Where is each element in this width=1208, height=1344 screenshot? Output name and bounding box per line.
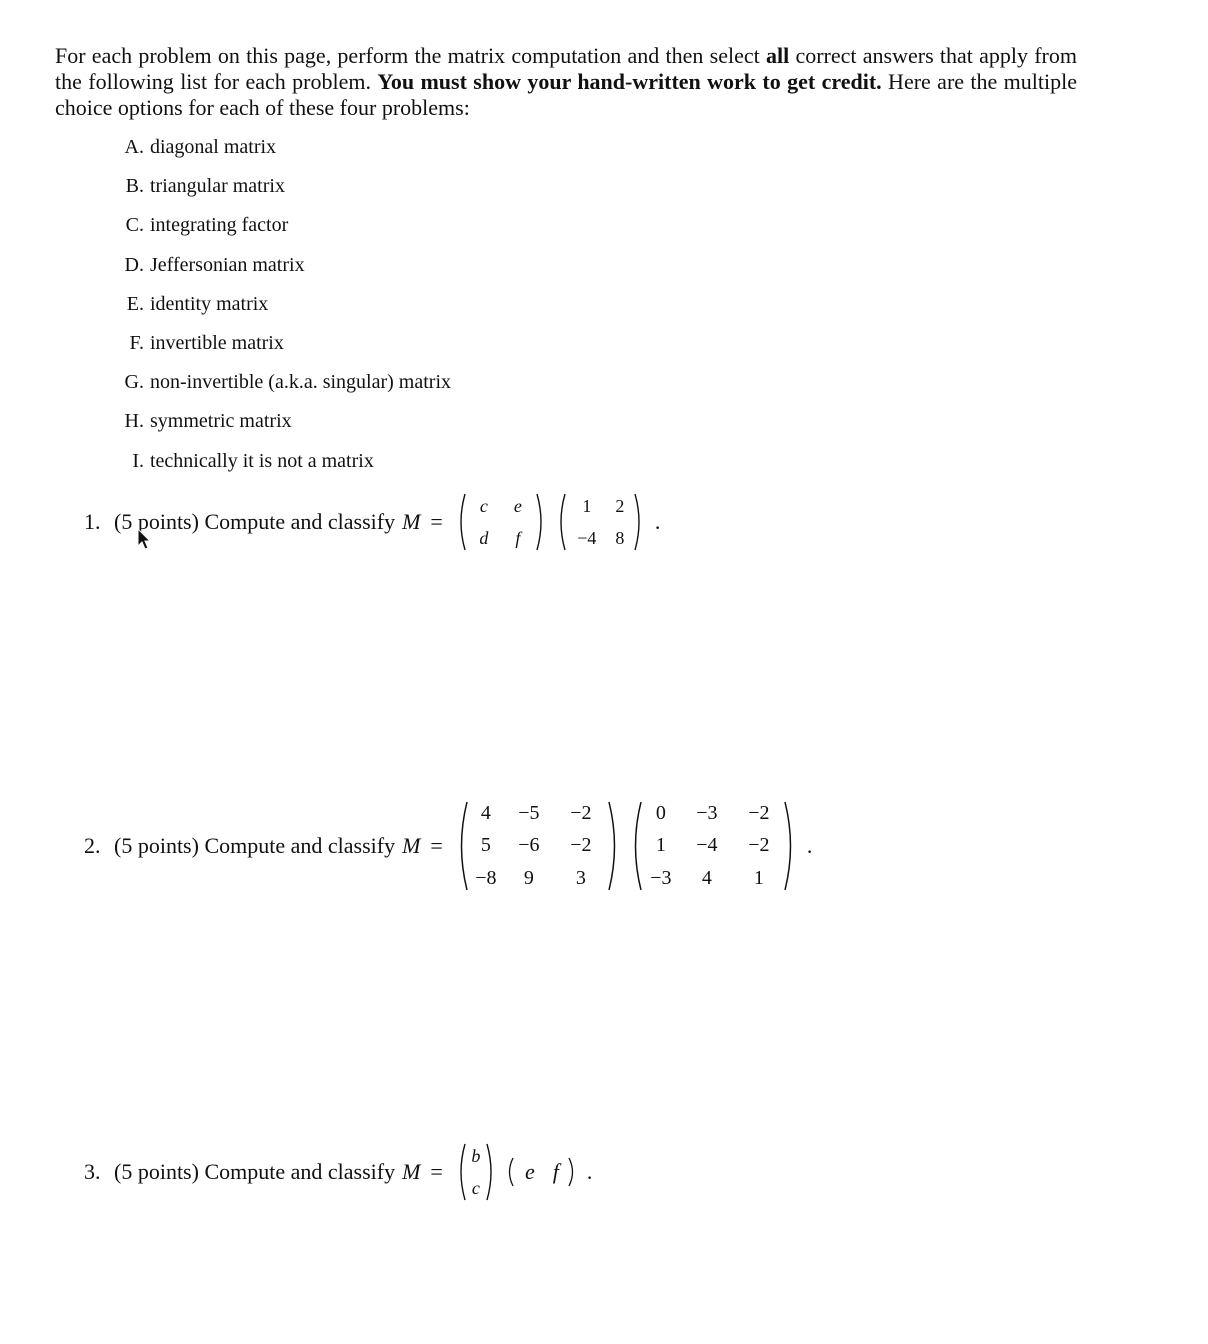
option-letter: D. <box>124 253 144 276</box>
option-letter: B. <box>125 175 144 198</box>
option-text: diagonal matrix <box>150 136 277 158</box>
option-letter: C. <box>125 214 144 237</box>
matrix-entry: 9 <box>523 867 534 890</box>
problem-2 <box>84 800 812 892</box>
option-d <box>110 254 451 293</box>
option-text: invertible matrix <box>150 331 284 354</box>
matrix-grid <box>515 1159 567 1185</box>
answer-options-list <box>110 136 451 489</box>
column-vector <box>455 1142 497 1202</box>
matrix-entry: −2 <box>748 834 770 857</box>
mouse-pointer-icon <box>137 528 153 552</box>
option-text: identity matrix <box>150 292 269 315</box>
option-letter: G. <box>124 371 144 394</box>
problem-1 <box>84 492 660 552</box>
matrix-variable: M <box>402 833 421 858</box>
matrix-grid <box>467 1142 485 1202</box>
matrix-entry: −8 <box>475 867 497 890</box>
matrix-grid <box>643 800 783 892</box>
right-paren-icon <box>633 492 645 552</box>
right-paren-icon <box>607 800 621 892</box>
right-paren-icon <box>485 1142 497 1202</box>
matrix-grid <box>467 492 535 552</box>
left-paren-icon <box>555 492 567 552</box>
matrix-entry: −4 <box>577 527 597 548</box>
matrix-variable: M <box>402 509 421 534</box>
problem-number: 3. <box>84 1159 101 1184</box>
matrix-entry: 4 <box>701 867 712 890</box>
matrix-entry: −2 <box>570 834 592 857</box>
instructions-text-2: correct answers that apply from the following list for each problem. <box>55 43 1077 94</box>
problem-3 <box>84 1142 592 1202</box>
right-paren-icon <box>535 492 547 552</box>
matrix-right <box>629 800 797 892</box>
instructions-text-1: For each problem on this page, perform the matrix computation and then select <box>55 43 766 68</box>
option-letter: A. <box>124 136 144 158</box>
option-letter: H. <box>124 410 144 433</box>
matrix-left <box>455 800 621 892</box>
end-period: . <box>806 833 813 858</box>
option-b <box>110 175 451 214</box>
matrix-entry: 0 <box>655 801 666 824</box>
matrix-entry: 4 <box>480 801 491 824</box>
matrix-entry: e <box>524 1159 535 1184</box>
left-paren-icon <box>455 1142 467 1202</box>
option-f <box>110 332 451 371</box>
option-text: triangular matrix <box>150 175 285 198</box>
instructions-bold-credit: You must show your hand-written work to get credit. <box>377 69 882 94</box>
matrix-entry: c <box>479 495 488 516</box>
matrix-entry: −2 <box>748 801 770 824</box>
option-i <box>110 450 451 489</box>
equals-sign: = <box>430 833 443 858</box>
option-letter: F. <box>129 331 144 354</box>
problem-number: 2. <box>84 833 101 858</box>
matrix-entry: −2 <box>570 801 592 824</box>
matrix-entry: −3 <box>650 867 672 890</box>
option-c <box>110 214 451 253</box>
matrix-entry: 8 <box>615 527 625 548</box>
matrix-entry: f <box>515 527 521 548</box>
option-letter: E. <box>126 292 144 315</box>
matrix-entry: f <box>552 1159 559 1184</box>
end-period: . <box>586 1159 593 1184</box>
option-text: integrating factor <box>150 214 289 237</box>
matrix-entry: −4 <box>696 834 718 857</box>
option-letter: I. <box>132 449 144 472</box>
matrix-entry: d <box>479 527 489 548</box>
matrix-left <box>455 492 547 552</box>
right-paren-icon <box>783 800 797 892</box>
option-h <box>110 410 451 449</box>
right-paren-icon <box>567 1156 577 1188</box>
left-paren-icon <box>455 492 467 552</box>
matrix-entry: e <box>513 495 522 516</box>
matrix-entry: 1 <box>582 495 592 516</box>
instructions-bold-all: all <box>765 43 790 68</box>
matrix-entry: 2 <box>615 495 625 516</box>
instructions-text-3: Here are the multiple choice options for each of these four problems: <box>55 69 1077 120</box>
problem-number: 1. <box>84 509 101 534</box>
matrix-entry: −6 <box>518 834 540 857</box>
matrix-entry: b <box>471 1145 481 1166</box>
matrix-grid <box>469 800 607 892</box>
option-a <box>110 136 451 175</box>
equals-sign: = <box>430 509 443 534</box>
matrix-right <box>555 492 645 552</box>
problem-text: (5 points) Compute and classify <box>114 509 396 534</box>
matrix-entry: 5 <box>480 834 491 857</box>
end-period: . <box>654 509 661 534</box>
option-text: Jeffersonian matrix <box>150 253 305 276</box>
option-text: non-invertible (a.k.a. singular) matrix <box>150 371 452 394</box>
matrix-entry: −3 <box>696 801 718 824</box>
problem-text: (5 points) Compute and classify <box>114 833 396 858</box>
problem-text: (5 points) Compute and classify <box>114 1159 396 1184</box>
row-vector <box>505 1156 577 1188</box>
matrix-grid <box>567 492 633 552</box>
option-text: technically it is not a matrix <box>150 449 374 472</box>
option-e <box>110 293 451 332</box>
equals-sign: = <box>430 1159 443 1184</box>
matrix-entry: 1 <box>753 867 764 890</box>
left-paren-icon <box>629 800 643 892</box>
left-paren-icon <box>455 800 469 892</box>
matrix-entry: c <box>471 1177 480 1198</box>
matrix-entry: −5 <box>518 801 540 824</box>
option-g <box>110 371 451 410</box>
matrix-entry: 3 <box>575 867 586 890</box>
option-text: symmetric matrix <box>150 410 292 433</box>
matrix-entry: 1 <box>655 834 666 857</box>
matrix-variable: M <box>402 1159 421 1184</box>
instructions-paragraph <box>55 43 1077 121</box>
left-paren-icon <box>505 1156 515 1188</box>
